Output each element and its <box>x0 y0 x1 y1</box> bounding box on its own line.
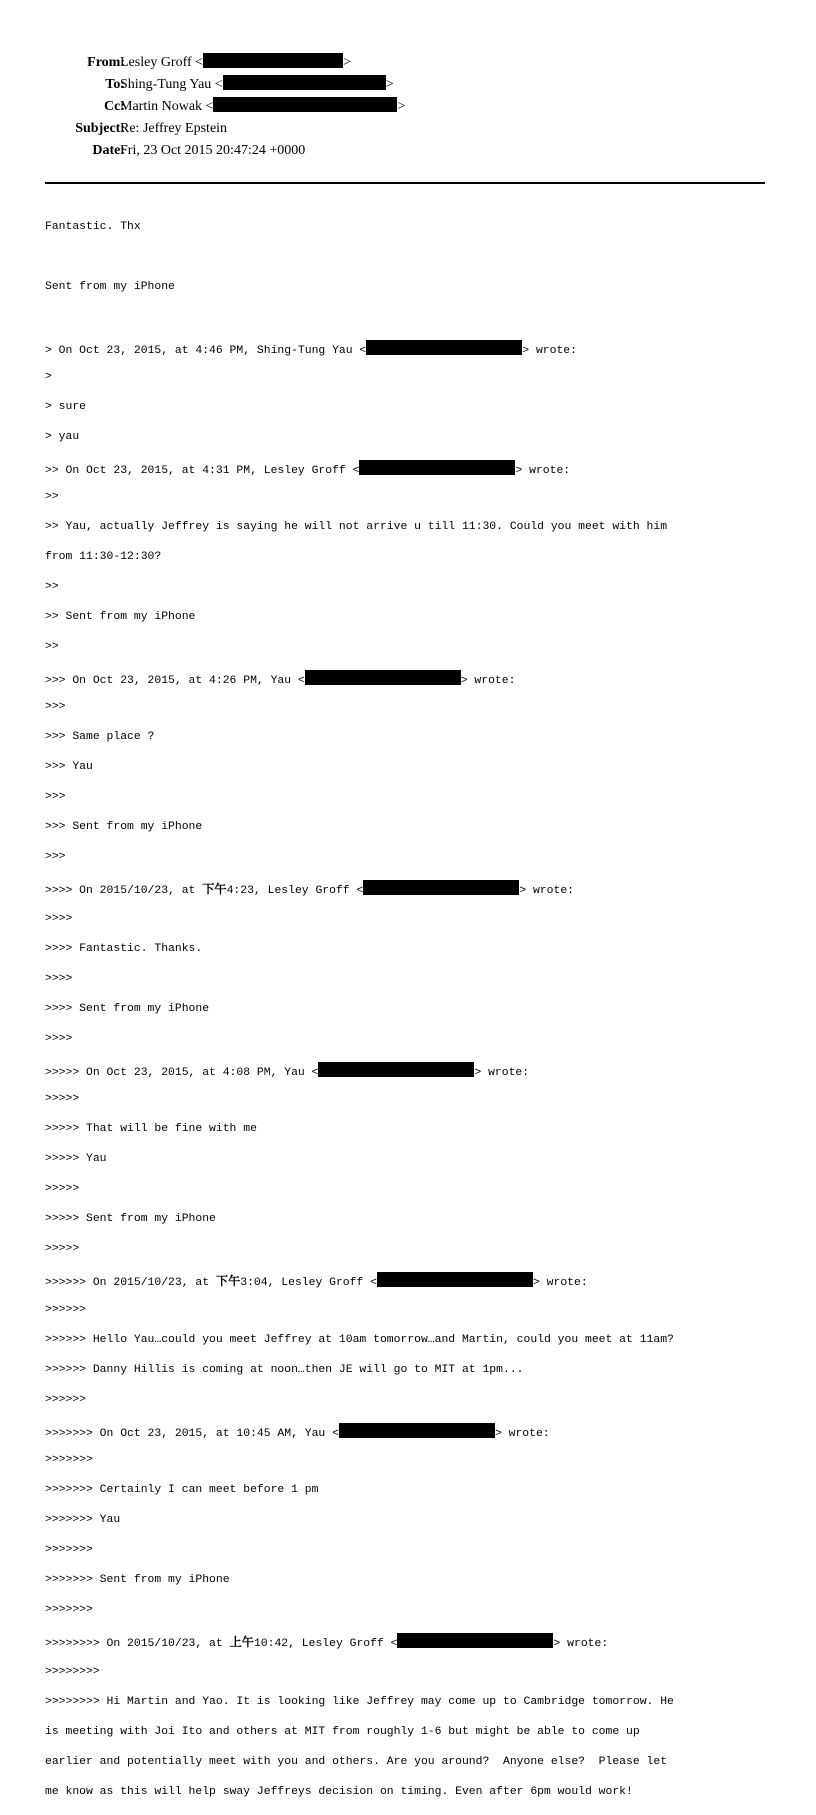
body-line: >>> Yau <box>45 761 93 773</box>
body-line: > sure <box>45 401 87 413</box>
body-line: >>> <box>45 791 66 803</box>
body-line: >>> Same place ? <box>45 731 155 743</box>
body-line: >>>>>>>> <box>45 1665 100 1678</box>
body-line: >>>> <box>45 1032 73 1045</box>
redaction-bar <box>363 880 519 895</box>
body-line: >>>> Fantastic. Thanks. <box>45 942 203 955</box>
body-line: from 11:30-12:30? <box>45 551 162 563</box>
quote-header-line <box>45 340 775 355</box>
quote-header-text: 10:42, Lesley Groff < <box>253 1638 398 1651</box>
redaction-bar <box>305 670 461 685</box>
body-line: > <box>45 371 52 383</box>
from-label: From: <box>87 55 125 70</box>
subject-value: Re: Jeffrey Epstein <box>120 121 228 136</box>
redaction-bar <box>223 75 386 90</box>
body-line: >>> Sent from my iPhone <box>45 821 203 833</box>
body-line: >>>>>> Danny Hillis is coming at noon…then JE will go to MIT at 1pm... <box>45 1364 524 1377</box>
quote-header-tail: > wrote: <box>460 675 516 687</box>
redaction-bar <box>366 340 522 355</box>
body-line: >>>>>>> Certainly I can meet before 1 pm <box>45 1484 319 1497</box>
quote-header-text: >>>>>> On 2015/10/23, at <box>45 1276 216 1289</box>
redaction-bar <box>359 460 515 475</box>
body-line: > yau <box>45 431 80 443</box>
header-subject-value <box>120 119 227 141</box>
body-line <box>45 310 775 325</box>
cc-close: > <box>397 99 406 114</box>
body-line: >>>>> <box>45 1182 80 1195</box>
quote-header-line <box>45 880 775 897</box>
cjk-text: 上午 <box>229 1635 254 1650</box>
header-subject <box>0 119 125 141</box>
quote-header-line <box>45 670 775 685</box>
quote-header-tail: > wrote: <box>519 885 574 897</box>
quote-header-text: 4:23, Lesley Groff < <box>226 885 364 897</box>
redaction-bar <box>318 1062 474 1077</box>
body-line: >>>> Sent from my iPhone <box>45 1002 210 1015</box>
quote-header-text: >>>>> On Oct 23, 2015, at 4:08 PM, Yau < <box>45 1066 319 1079</box>
quote-header-tail: > wrote: <box>515 465 571 477</box>
header-cc-value <box>120 97 405 119</box>
body-line: >>> <box>45 701 66 713</box>
body-line: >>>>>> <box>45 1304 87 1317</box>
redaction-bar <box>377 1272 533 1287</box>
body-line: >>>>>> <box>45 1394 87 1407</box>
quote-header-line <box>45 1633 775 1650</box>
body-line: earlier and potentially meet with you and others. Are you around? Anyone else? Please let <box>45 1755 668 1768</box>
body-line: is meeting with Joi Ito and others at MIT from roughly 1-6 but might be able to come up <box>45 1725 640 1738</box>
body-line: >>>>>>>> Hi Martin and Yao. It is looking like Jeffrey may come up to Cambridge tomorrow. He <box>45 1695 674 1708</box>
quote-header-line <box>45 1062 775 1077</box>
header-from-value <box>120 53 351 75</box>
body-line: >>>>> That will be fine with me <box>45 1122 257 1135</box>
body-line: >>> <box>45 851 66 863</box>
body-line: >> <box>45 491 59 503</box>
body-line: >>>>> Yau <box>45 1152 107 1165</box>
body-line: >> Sent from my iPhone <box>45 611 196 623</box>
redaction-bar <box>339 1423 495 1438</box>
header-to-value <box>120 75 394 97</box>
body-line: >>>>>>> <box>45 1454 93 1467</box>
to-value: Shing-Tung Yau < <box>120 77 223 92</box>
subject-label: Subject: <box>75 121 125 136</box>
redaction-bar <box>213 97 397 112</box>
header-divider <box>45 182 765 184</box>
to-label: To: <box>105 77 125 92</box>
quote-header-text: >>>> On 2015/10/23, at <box>45 885 203 897</box>
date-value: Fri, 23 Oct 2015 20:47:24 +0000 <box>120 143 306 158</box>
quote-header-tail: > wrote: <box>553 1638 609 1651</box>
body-line: >>>> <box>45 972 73 985</box>
redaction-bar <box>397 1633 553 1648</box>
body-line: >>>>>> Hello Yau…could you meet Jeffrey at 10am tomorrow…and Martin, could you meet at 11am? <box>45 1334 674 1347</box>
from-close: > <box>343 55 351 70</box>
quote-header-text: 3:04, Lesley Groff < <box>240 1276 377 1289</box>
from-value: Lesley Groff < <box>120 55 204 70</box>
body-line: >> <box>45 581 59 593</box>
redaction-bar <box>203 53 343 68</box>
quote-header-line <box>45 1272 775 1289</box>
quote-header-text: >>>>>>>> On 2015/10/23, at <box>45 1638 230 1651</box>
cc-label: Cc: <box>104 99 125 114</box>
email-body <box>45 205 775 1815</box>
quote-header-tail: > wrote: <box>474 1066 530 1079</box>
header-from <box>0 53 125 75</box>
quote-header-tail: > wrote: <box>522 345 577 357</box>
body-line: >> <box>45 641 59 653</box>
body-line: >>>>>>> Sent from my iPhone <box>45 1574 230 1587</box>
cjk-text: 下午 <box>215 1273 241 1288</box>
cc-value: Martin Nowak < <box>120 99 214 114</box>
quote-header-line <box>45 1423 775 1441</box>
body-line: Fantastic. Thx <box>45 221 141 233</box>
body-line <box>45 250 775 265</box>
quote-header-tail: > wrote: <box>494 1428 550 1441</box>
quote-header-line <box>45 460 775 475</box>
body-line: me know as this will help sway Jeffreys decision on timing. Even after 6pm would work! <box>45 1785 633 1798</box>
body-line: >>>>>>> <box>45 1604 93 1617</box>
header-date-value <box>120 141 305 163</box>
body-line: >> Yau, actually Jeffrey is saying he will not arrive u till 11:30. Could you meet with him <box>45 521 668 533</box>
header-date <box>0 141 125 163</box>
quote-header-text: >>>>>>> On Oct 23, 2015, at 10:45 AM, Yau < <box>45 1428 339 1441</box>
body-line: >>>>> <box>45 1092 80 1105</box>
quote-header-text: >> On Oct 23, 2015, at 4:31 PM, Lesley Groff < <box>45 465 360 477</box>
date-label: Date: <box>92 143 125 158</box>
header-to <box>0 75 125 97</box>
cjk-text: 下午 <box>202 882 227 896</box>
body-line: >>>>> Sent from my iPhone <box>45 1212 216 1225</box>
body-line: Sent from my iPhone <box>45 281 175 293</box>
quote-header-tail: > wrote: <box>532 1276 588 1289</box>
body-line: >>>>>>> Yau <box>45 1514 121 1527</box>
to-close: > <box>385 77 394 92</box>
header-cc <box>0 97 125 119</box>
quote-header-text: >>> On Oct 23, 2015, at 4:26 PM, Yau < <box>45 675 305 687</box>
body-line: >>>> <box>45 912 73 925</box>
body-line: >>>>> <box>45 1242 80 1255</box>
body-line: >>>>>>> <box>45 1544 93 1557</box>
quote-header-text: > On Oct 23, 2015, at 4:46 PM, Shing-Tung Yau < <box>45 345 367 357</box>
